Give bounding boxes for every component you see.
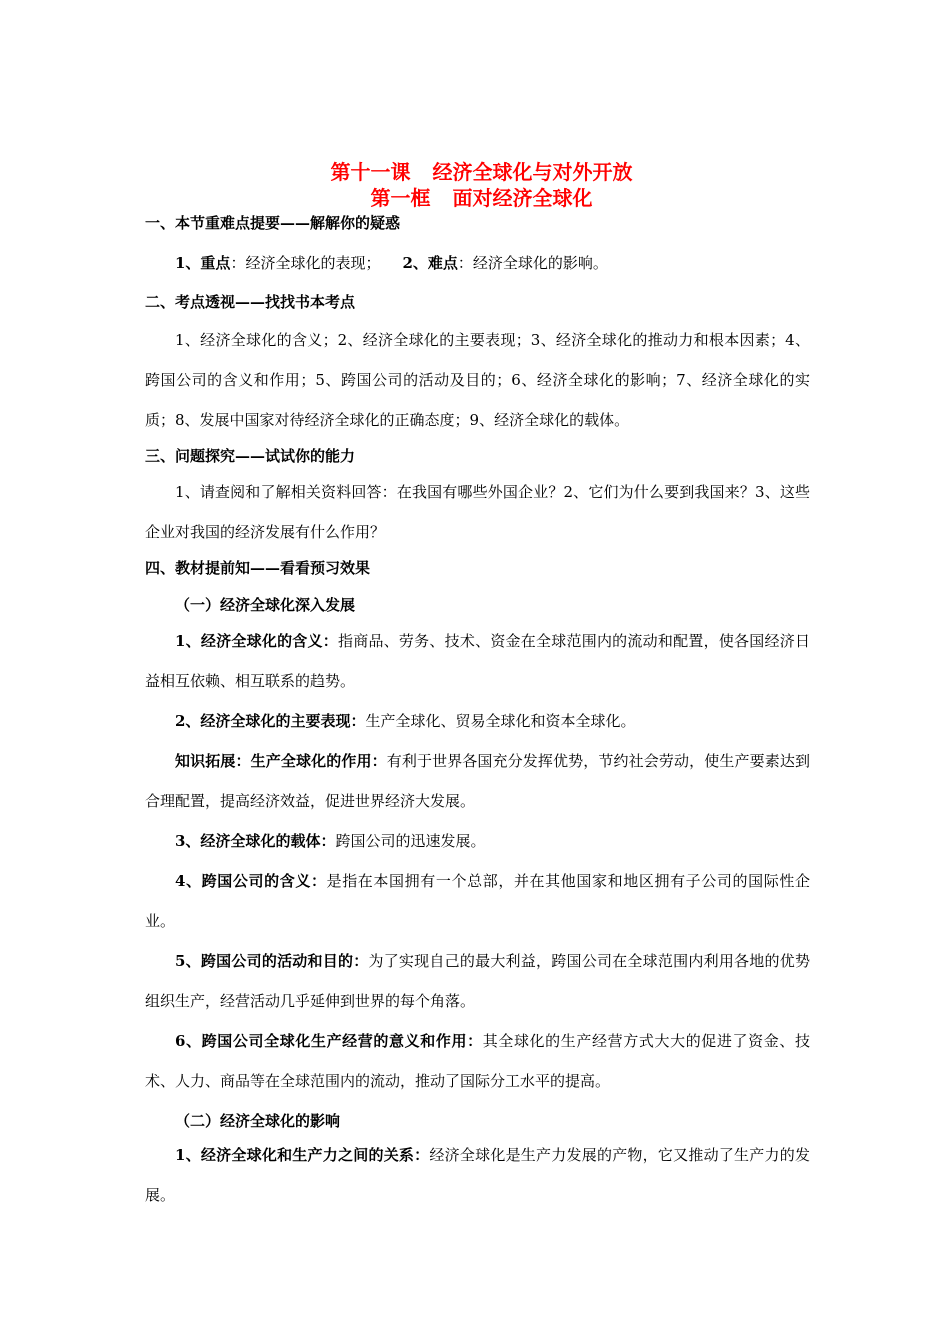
- item-definition: 1、经济全球化的含义：指商品、劳务、技术、资金在全球范围内的流动和配置，使各国经济日益相互依赖、相互联系的趋势。: [145, 632, 810, 690]
- document-page: [145, 157, 810, 1215]
- problem-inquiry-text: 1、请查阅和了解相关资料回答：在我国有哪些外国企业？2、它们为什么要到我国来？3、这些企业对我国的经济发展有什么作用？: [145, 483, 810, 541]
- item-multinational-activity: 5、跨国公司的活动和目的：为了实现自己的最大利益，跨国公司在全球范围内利用各地的优势组织生产，经营活动几乎延伸到世界的每个角落。: [145, 952, 810, 1010]
- section-name: 面对经济全球化: [452, 186, 593, 210]
- subheading-globalization-impact: （二）经济全球化的影响: [175, 1112, 341, 1130]
- heading-preview: 四、教材提前知——看看预习效果: [145, 559, 371, 577]
- heading-exam-points: 二、考点透视——找找书本考点: [145, 293, 356, 311]
- heading-problem-inquiry: 三、问题探究——试试你的能力: [145, 447, 356, 465]
- lesson-number: 第十一课: [330, 160, 411, 184]
- item-manifestations: 2、经济全球化的主要表现：生产全球化、贸易全球化和资本全球化。: [175, 712, 636, 730]
- key-difficult-points: 1、重点：经济全球化的表现； 2、难点：经济全球化的影响。: [175, 254, 608, 272]
- item-productivity-relation: 1、经济全球化和生产力之间的关系：经济全球化是生产力发展的产物，它又推动了生产力的发展。: [145, 1146, 810, 1204]
- section-title: [145, 183, 810, 213]
- lesson-name: 经济全球化与对外开放: [432, 160, 633, 184]
- subheading-globalization-development: （一）经济全球化深入发展: [175, 596, 356, 614]
- heading-key-points: 一、本节重难点提要——解解你的疑惑: [145, 214, 401, 232]
- item-knowledge-extension: 知识拓展：生产全球化的作用：有利于世界各国充分发挥优势，节约社会劳动，使生产要素达到合理配置，提高经济效益，促进世界经济大发展。: [145, 752, 810, 810]
- item-multinational-significance: 6、跨国公司全球化生产经营的意义和作用：其全球化的生产经营方式大大的促进了资金、技术、人力、商品等在全球范围内的流动，推动了国际分工水平的提高。: [145, 1032, 810, 1090]
- section-number: 第一框: [370, 186, 431, 210]
- exam-points-text: 1、经济全球化的含义；2、经济全球化的主要表现；3、经济全球化的推动力和根本因素；4、跨国公司的含义和作用；5、跨国公司的活动及目的；6、经济全球化的影响；7、经济全球化的实质；8、发展中国家对待经济全球化的正确态度；9、经济全球化的载体。: [145, 331, 810, 429]
- item-multinational-definition: 4、跨国公司的含义：是指在本国拥有一个总部，并在其他国家和地区拥有子公司的国际性企业。: [145, 872, 810, 930]
- item-carrier: 3、经济全球化的载体：跨国公司的迅速发展。: [175, 832, 486, 850]
